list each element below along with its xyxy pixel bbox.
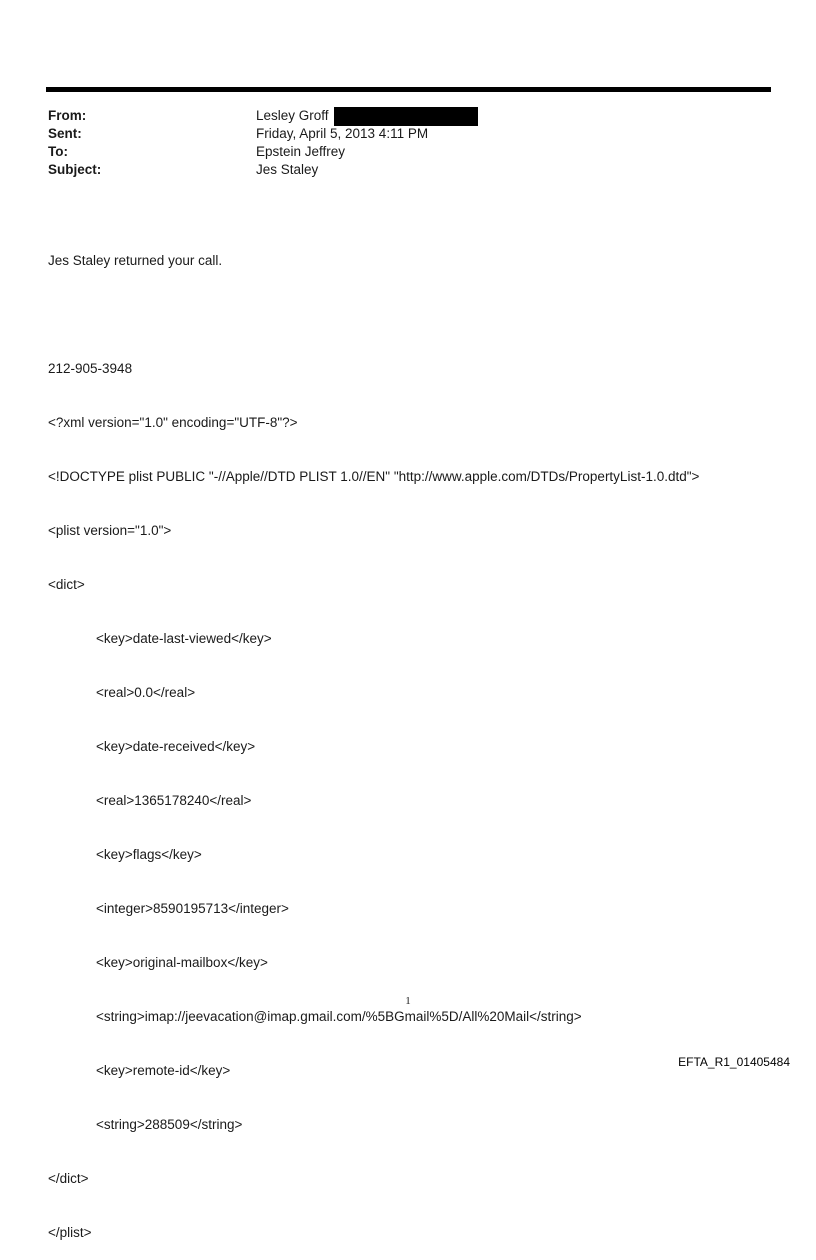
email-body bbox=[48, 216, 699, 1260]
sent-label: Sent: bbox=[48, 126, 82, 141]
from-label: From: bbox=[48, 108, 87, 123]
plist-line: <string>imap://jeevacation@imap.gmail.com/%5BGmail%5D/All%20Mail</string> bbox=[96, 1009, 582, 1024]
plist-line: <string>288509</string> bbox=[96, 1117, 243, 1132]
plist-line: <key>date-last-viewed</key> bbox=[96, 631, 272, 646]
plist-line: <plist version="1.0"> bbox=[48, 523, 172, 538]
plist-line: <real>0.0</real> bbox=[96, 685, 196, 700]
plist-line: <integer>8590195713</integer> bbox=[96, 901, 289, 916]
plist-line: <key>original-mailbox</key> bbox=[96, 955, 268, 970]
plist-line: </dict> bbox=[48, 1171, 89, 1186]
subject-label: Subject: bbox=[48, 162, 102, 177]
to-label: To: bbox=[48, 144, 68, 159]
redaction-block bbox=[334, 107, 478, 126]
from-value: Lesley Groff bbox=[256, 108, 329, 123]
plist-line: <key>flags</key> bbox=[96, 847, 202, 862]
from-row bbox=[48, 107, 478, 125]
message-text: Jes Staley returned your call. bbox=[48, 253, 223, 268]
page-number: 1 bbox=[405, 995, 411, 1007]
to-row bbox=[48, 143, 478, 161]
subject-row bbox=[48, 161, 478, 179]
to-value: Epstein Jeffrey bbox=[256, 144, 346, 159]
plist-line: <?xml version="1.0" encoding="UTF-8"?> bbox=[48, 415, 298, 430]
plist-line: <key>date-received</key> bbox=[96, 739, 256, 754]
plist-line: <real>1365178240</real> bbox=[96, 793, 252, 808]
subject-value: Jes Staley bbox=[256, 162, 319, 177]
phone-number: 212-905-3948 bbox=[48, 361, 133, 376]
header-divider bbox=[46, 87, 771, 92]
email-header bbox=[48, 107, 478, 179]
bates-number: EFTA_R1_01405484 bbox=[678, 1055, 790, 1069]
sent-value: Friday, April 5, 2013 4:11 PM bbox=[256, 126, 429, 141]
plist-line: <dict> bbox=[48, 577, 85, 592]
sent-row bbox=[48, 125, 478, 143]
plist-line: </plist> bbox=[48, 1225, 92, 1240]
plist-line: <key>remote-id</key> bbox=[96, 1063, 231, 1078]
plist-line: <!DOCTYPE plist PUBLIC "-//Apple//DTD PLIST 1.0//EN" "http://www.apple.com/DTDs/PropertyList-1.0.dtd"> bbox=[48, 469, 700, 484]
